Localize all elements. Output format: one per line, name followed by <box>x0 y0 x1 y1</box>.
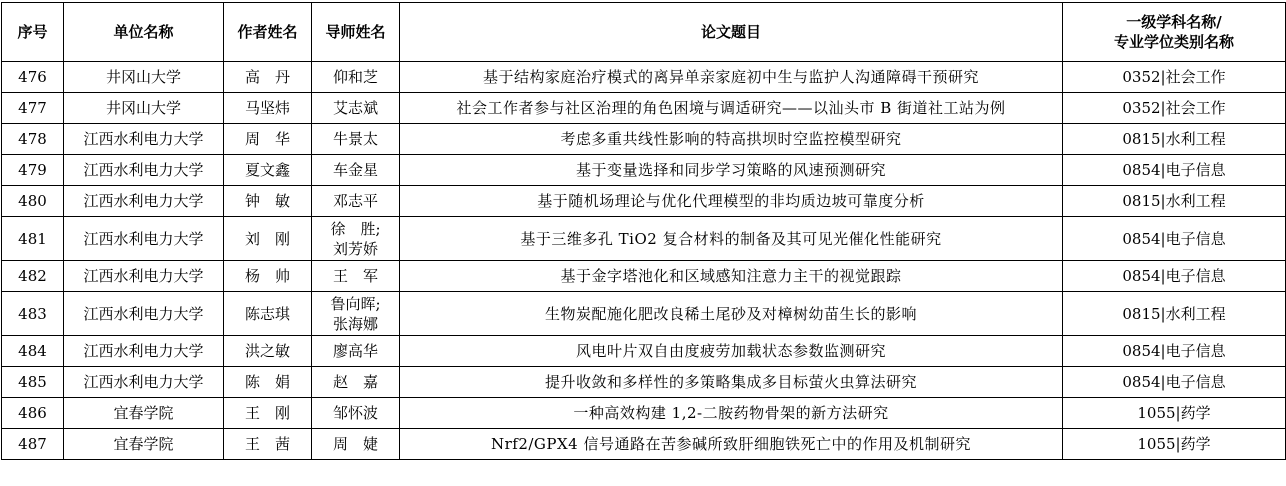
table-body <box>2 62 1286 460</box>
cell-advisor <box>312 398 400 429</box>
cell-advisor <box>312 155 400 186</box>
cell-author: 刘 刚 <box>224 217 312 261</box>
cell-title: 基于金字塔池化和区域感知注意力主干的视觉跟踪 <box>400 261 1063 292</box>
cell-title: 基于变量选择和同步学习策略的风速预测研究 <box>400 155 1063 186</box>
thesis-table <box>1 2 1286 460</box>
cell-discipline: 0854|电子信息 <box>1063 367 1286 398</box>
cell-seq: 486 <box>2 398 64 429</box>
table-row <box>2 155 1286 186</box>
cell-author: 夏文鑫 <box>224 155 312 186</box>
header-discipline <box>1063 3 1286 62</box>
cell-advisor <box>312 186 400 217</box>
cell-discipline: 0854|电子信息 <box>1063 155 1286 186</box>
cell-unit: 江西水利电力大学 <box>64 155 224 186</box>
table-row <box>2 429 1286 460</box>
advisor-name-second: 刘芳娇 <box>332 239 378 258</box>
cell-unit: 江西水利电力大学 <box>64 186 224 217</box>
header-title: 论文题目 <box>400 3 1063 62</box>
cell-advisor <box>312 93 400 124</box>
cell-discipline: 0352|社会工作 <box>1063 62 1286 93</box>
cell-advisor <box>312 336 400 367</box>
cell-author: 周 华 <box>224 124 312 155</box>
table-row <box>2 292 1286 336</box>
table-row <box>2 124 1286 155</box>
advisor-name: 邹怀波 <box>332 404 378 422</box>
advisor-name: 王 军 <box>332 267 378 285</box>
cell-discipline: 0854|电子信息 <box>1063 336 1286 367</box>
table-row <box>2 261 1286 292</box>
header-seq: 序号 <box>2 3 64 62</box>
cell-unit: 宜春学院 <box>64 429 224 460</box>
header-unit: 单位名称 <box>64 3 224 62</box>
cell-seq: 477 <box>2 93 64 124</box>
advisor-name: 牛景太 <box>332 130 378 148</box>
cell-unit: 江西水利电力大学 <box>64 336 224 367</box>
cell-title: 基于随机场理论与优化代理模型的非均质边坡可靠度分析 <box>400 186 1063 217</box>
advisor-name-second: 张海娜 <box>332 314 378 333</box>
advisor-name: 鲁向晖; <box>330 294 381 313</box>
header-discipline-line2: 专业学位类别名称 <box>1113 33 1234 51</box>
cell-title: 基于三维多孔 TiO2 复合材料的制备及其可见光催化性能研究 <box>400 217 1063 261</box>
cell-unit: 江西水利电力大学 <box>64 367 224 398</box>
cell-seq: 481 <box>2 217 64 261</box>
table-row <box>2 217 1286 261</box>
advisor-name: 邓志平 <box>332 192 378 210</box>
cell-unit: 宜春学院 <box>64 398 224 429</box>
cell-advisor <box>312 62 400 93</box>
cell-author: 马坚炜 <box>224 93 312 124</box>
cell-advisor <box>312 292 400 336</box>
cell-unit: 井冈山大学 <box>64 93 224 124</box>
cell-discipline: 0854|电子信息 <box>1063 217 1286 261</box>
cell-author: 王 刚 <box>224 398 312 429</box>
advisor-name: 仰和芝 <box>332 68 378 86</box>
cell-advisor <box>312 429 400 460</box>
cell-title: 风电叶片双自由度疲劳加载状态参数监测研究 <box>400 336 1063 367</box>
cell-seq: 478 <box>2 124 64 155</box>
cell-discipline: 0815|水利工程 <box>1063 124 1286 155</box>
cell-seq: 482 <box>2 261 64 292</box>
cell-discipline: 1055|药学 <box>1063 429 1286 460</box>
cell-seq: 476 <box>2 62 64 93</box>
cell-unit: 井冈山大学 <box>64 62 224 93</box>
cell-discipline: 0854|电子信息 <box>1063 261 1286 292</box>
cell-author: 陈志琪 <box>224 292 312 336</box>
cell-discipline: 0815|水利工程 <box>1063 186 1286 217</box>
advisor-name: 廖高华 <box>332 342 378 360</box>
cell-advisor <box>312 367 400 398</box>
cell-title: 考虑多重共线性影响的特高拱坝时空监控模型研究 <box>400 124 1063 155</box>
header-row <box>2 3 1286 62</box>
advisor-name: 艾志斌 <box>332 99 378 117</box>
table-row <box>2 62 1286 93</box>
cell-advisor <box>312 124 400 155</box>
advisor-name: 赵 嘉 <box>332 373 378 391</box>
advisor-name: 周 婕 <box>332 435 378 453</box>
cell-unit: 江西水利电力大学 <box>64 217 224 261</box>
cell-seq: 483 <box>2 292 64 336</box>
cell-unit: 江西水利电力大学 <box>64 261 224 292</box>
cell-author: 杨 帅 <box>224 261 312 292</box>
cell-author: 王 茜 <box>224 429 312 460</box>
cell-advisor <box>312 261 400 292</box>
cell-title: 一种高效构建 1,2-二胺药物骨架的新方法研究 <box>400 398 1063 429</box>
cell-advisor <box>312 217 400 261</box>
cell-discipline: 0352|社会工作 <box>1063 93 1286 124</box>
cell-author: 高 丹 <box>224 62 312 93</box>
cell-discipline: 1055|药学 <box>1063 398 1286 429</box>
cell-title: 基于结构家庭治疗模式的离异单亲家庭初中生与监护人沟通障碍干预研究 <box>400 62 1063 93</box>
cell-discipline: 0815|水利工程 <box>1063 292 1286 336</box>
cell-title: 生物炭配施化肥改良稀土尾砂及对樟树幼苗生长的影响 <box>400 292 1063 336</box>
cell-unit: 江西水利电力大学 <box>64 124 224 155</box>
cell-title: 社会工作者参与社区治理的角色困境与调适研究——以汕头市 B 街道社工站为例 <box>400 93 1063 124</box>
header-advisor: 导师姓名 <box>312 3 400 62</box>
cell-seq: 480 <box>2 186 64 217</box>
advisor-name: 车金星 <box>332 161 378 179</box>
header-author: 作者姓名 <box>224 3 312 62</box>
cell-seq: 484 <box>2 336 64 367</box>
cell-title: 提升收敛和多样性的多策略集成多目标萤火虫算法研究 <box>400 367 1063 398</box>
cell-seq: 487 <box>2 429 64 460</box>
advisor-name: 徐 胜; <box>330 219 381 238</box>
cell-seq: 485 <box>2 367 64 398</box>
table-row <box>2 93 1286 124</box>
table-row <box>2 186 1286 217</box>
cell-unit: 江西水利电力大学 <box>64 292 224 336</box>
header-discipline-line1: 一级学科名称/ <box>1126 13 1222 31</box>
cell-author: 陈 娟 <box>224 367 312 398</box>
cell-title: Nrf2/GPX4 信号通路在苦参碱所致肝细胞铁死亡中的作用及机制研究 <box>400 429 1063 460</box>
table-row <box>2 398 1286 429</box>
cell-author: 钟 敏 <box>224 186 312 217</box>
table-row <box>2 367 1286 398</box>
cell-seq: 479 <box>2 155 64 186</box>
cell-author: 洪之敏 <box>224 336 312 367</box>
table-row <box>2 336 1286 367</box>
